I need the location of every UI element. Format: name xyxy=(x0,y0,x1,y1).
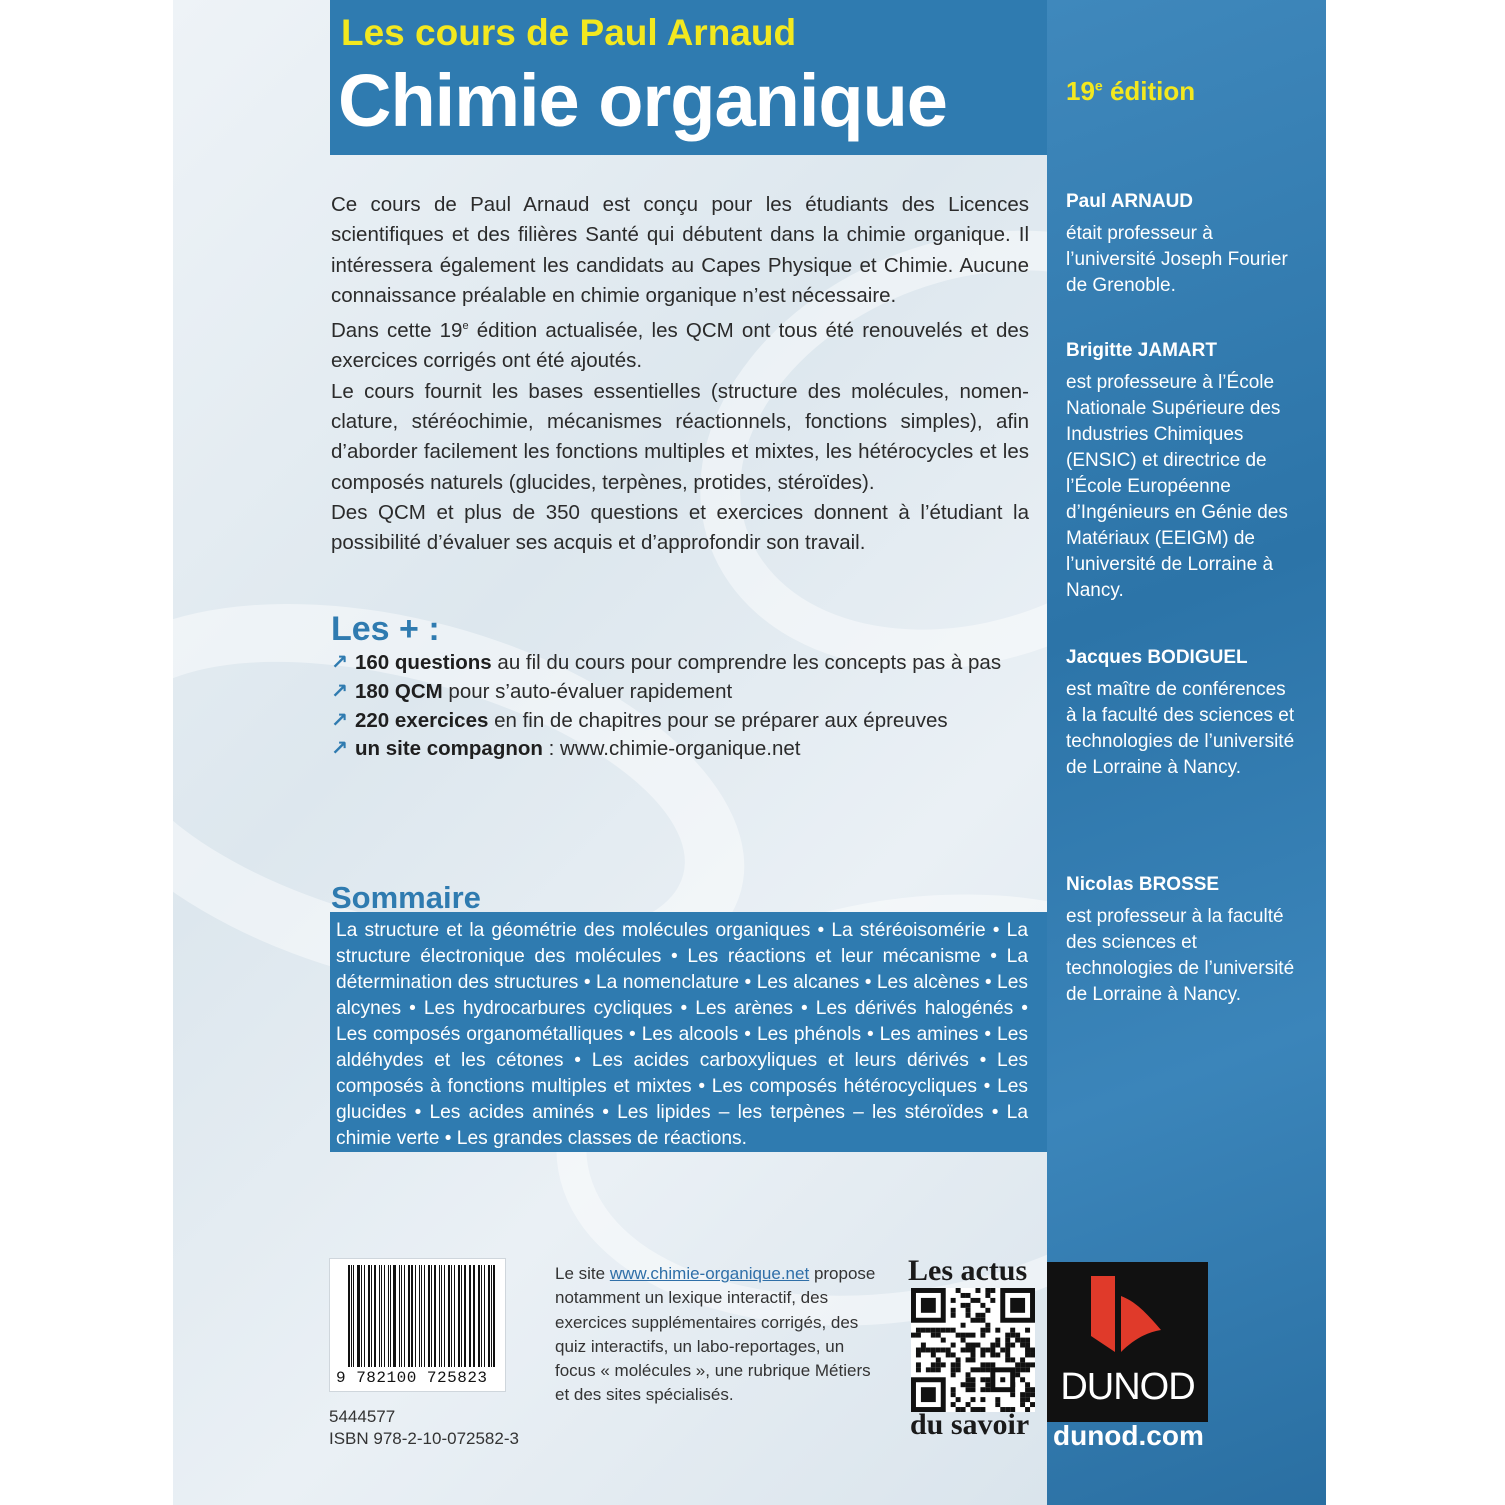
qr-module xyxy=(951,1367,956,1372)
barcode-number: 9 782100 725823 xyxy=(336,1369,488,1387)
barcode-bar xyxy=(351,1265,352,1367)
qr-module xyxy=(980,1333,985,1338)
barcode-bar xyxy=(415,1265,416,1367)
qr-module xyxy=(916,1328,921,1333)
qr-module xyxy=(921,1387,936,1402)
barcode-bar xyxy=(357,1265,359,1367)
qr-module xyxy=(951,1313,956,1318)
qr-module xyxy=(936,1357,941,1362)
qr-module xyxy=(951,1328,956,1333)
qr-module xyxy=(951,1402,956,1407)
qr-module xyxy=(980,1397,985,1402)
barcode-bar xyxy=(374,1265,376,1367)
arrow-icon: ↗ xyxy=(331,679,349,703)
qr-module xyxy=(1025,1382,1030,1387)
author-paul-arnaud xyxy=(1066,189,1296,299)
author-bio: était professeur à l’université Joseph Fourier de Grenoble. xyxy=(1066,223,1288,296)
companion-site-link[interactable]: www.chimie-organique.net xyxy=(609,1264,810,1283)
author-bio: est maître de conférences à la faculté des sciences et technologies de l’université de Lorraine à Nancy. xyxy=(1066,679,1295,778)
qr-module xyxy=(980,1313,985,1318)
qr-module xyxy=(971,1348,976,1353)
qr-module xyxy=(990,1288,995,1293)
barcode-bar xyxy=(493,1265,495,1367)
qr-module xyxy=(946,1328,951,1333)
qr-module xyxy=(980,1318,985,1323)
description-paragraph: Le cours fournit les bases essentielles (structure des molécules, nomenclature, stéréochimie, mécanismes réactionnels, fonctions simples), afin d’aborder facilement les fonctions multiples et mixtes, les hétérocycles et les composés naturels (glucides, terpènes, protides, stéroïdes). xyxy=(331,379,1029,494)
list-item: ↗ un site compagnon : www.chimie-organique.net xyxy=(331,735,1031,764)
qr-module xyxy=(1025,1392,1030,1397)
list-item: ↗ 160 questions au fil du cours pour comprendre les concepts pas à pas xyxy=(331,649,1031,678)
qr-module xyxy=(980,1303,985,1308)
qr-module xyxy=(951,1392,956,1397)
barcode-bar xyxy=(469,1265,470,1367)
qr-module xyxy=(975,1288,980,1293)
qr-module xyxy=(941,1338,946,1343)
qr-module xyxy=(946,1352,951,1357)
qr-module xyxy=(951,1362,956,1367)
edition-label: 19e édition xyxy=(1066,76,1196,106)
barcode-bar xyxy=(464,1265,466,1367)
barcode-bar xyxy=(470,1265,471,1367)
qr-module xyxy=(971,1377,976,1382)
qr-module xyxy=(1005,1338,1010,1343)
qr-module xyxy=(916,1333,921,1338)
qr-module xyxy=(1000,1348,1005,1353)
qr-module xyxy=(966,1387,971,1392)
publisher-name: DUNOD xyxy=(1060,1366,1195,1408)
qr-module xyxy=(1020,1392,1025,1397)
qr-module xyxy=(941,1328,946,1333)
qr-module xyxy=(985,1323,990,1328)
qr-module xyxy=(956,1397,961,1402)
barcode-bar xyxy=(399,1265,401,1367)
barcode-bar xyxy=(473,1265,475,1367)
qr-module xyxy=(1005,1348,1010,1353)
actus-label-bottom: du savoir xyxy=(910,1408,1030,1441)
qr-module xyxy=(966,1308,971,1313)
author-name: Paul ARNAUD xyxy=(1066,191,1194,212)
sommaire-heading: Sommaire xyxy=(331,880,481,915)
qr-module xyxy=(931,1333,936,1338)
barcode-bar xyxy=(484,1265,485,1367)
qr-module xyxy=(966,1372,971,1377)
qr-module xyxy=(951,1372,956,1377)
qr-module xyxy=(926,1367,931,1372)
qr-module xyxy=(966,1293,971,1298)
qr-module xyxy=(980,1348,985,1353)
series-title: Les cours de Paul Arnaud xyxy=(341,12,797,53)
qr-module xyxy=(975,1313,980,1318)
qr-module xyxy=(1030,1387,1035,1392)
qr-module xyxy=(971,1343,976,1348)
arrow-icon: ↗ xyxy=(331,708,349,732)
barcode-bar xyxy=(448,1265,450,1367)
description-paragraph: Dans cette 19e édition actualisée, les QCM ont tous été renouvelés et des exercices corrigés ont été ajoutés. xyxy=(331,319,1029,373)
qr-module xyxy=(926,1328,931,1333)
qr-module xyxy=(985,1362,990,1367)
author-name: Nicolas BROSSE xyxy=(1066,874,1220,895)
qr-module xyxy=(1020,1357,1025,1362)
isbn: ISBN 978-2-10-072582-3 xyxy=(329,1429,519,1448)
author-brigitte-jamart xyxy=(1066,338,1296,604)
qr-module xyxy=(921,1348,926,1353)
qr-module xyxy=(975,1343,980,1348)
qr-module xyxy=(951,1387,956,1392)
barcode-bar xyxy=(353,1265,354,1367)
qr-module xyxy=(985,1382,990,1387)
qr-module xyxy=(951,1352,956,1357)
barcode-bar xyxy=(361,1265,362,1367)
qr-module xyxy=(1020,1367,1025,1372)
qr-module xyxy=(971,1397,976,1402)
qr-module xyxy=(931,1352,936,1357)
qr-module xyxy=(961,1338,966,1343)
barcode-bar xyxy=(434,1265,436,1367)
qr-module xyxy=(1010,1392,1015,1397)
qr-module xyxy=(990,1352,995,1357)
qr-module xyxy=(966,1348,971,1353)
qr-module xyxy=(985,1377,990,1382)
qr-module xyxy=(971,1357,976,1362)
qr-module xyxy=(966,1377,971,1382)
qr-module xyxy=(1030,1392,1035,1397)
qr-module xyxy=(1025,1352,1030,1357)
barcode-bar xyxy=(390,1265,391,1367)
qr-module xyxy=(1025,1362,1030,1367)
qr-module xyxy=(1005,1343,1010,1348)
qr-module xyxy=(975,1367,980,1372)
qr-code-icon[interactable] xyxy=(911,1288,1035,1412)
barcode-bar xyxy=(404,1265,405,1367)
barcode-bar xyxy=(371,1265,372,1367)
qr-module xyxy=(990,1298,995,1303)
qr-module xyxy=(995,1328,1000,1333)
qr-module xyxy=(916,1348,921,1353)
list-item: ↗ 180 QCM pour s’auto-évaluer rapidement xyxy=(331,678,1031,707)
qr-module xyxy=(975,1298,980,1303)
qr-module xyxy=(995,1338,1000,1343)
qr-module xyxy=(985,1308,990,1313)
qr-module xyxy=(1030,1352,1035,1357)
qr-module xyxy=(971,1318,976,1323)
qr-module xyxy=(1030,1402,1035,1407)
barcode-bar xyxy=(419,1265,421,1367)
qr-module xyxy=(1030,1348,1035,1353)
qr-module xyxy=(956,1333,961,1338)
author-name: Brigitte JAMART xyxy=(1066,340,1217,361)
qr-module xyxy=(1020,1338,1025,1343)
qr-module xyxy=(951,1298,956,1303)
qr-module xyxy=(966,1343,971,1348)
qr-module xyxy=(921,1298,936,1313)
qr-module xyxy=(941,1348,946,1353)
qr-module xyxy=(1015,1367,1020,1372)
description-paragraph: Ce cours de Paul Arnaud est conçu pour les étudiants des Licences scientifiques et des filières Santé qui débutent dans la chimie organique. Il intéressera également les candidats au Capes Physique et Chimie. Aucune connaissance préalable en chimie organique n’est nécessaire. xyxy=(331,193,1029,307)
qr-module xyxy=(1000,1377,1005,1382)
barcode-bar xyxy=(478,1265,480,1367)
barcode-bars xyxy=(348,1265,498,1367)
list-item: ↗ 220 exercices en fin de chapitres pour se préparer aux épreuves xyxy=(331,707,1031,736)
qr-module xyxy=(936,1333,941,1338)
qr-module xyxy=(1015,1362,1020,1367)
qr-module xyxy=(1025,1397,1030,1402)
qr-module xyxy=(1025,1367,1030,1372)
qr-module xyxy=(1025,1338,1030,1343)
qr-module xyxy=(1025,1343,1030,1348)
barcode-bar xyxy=(368,1265,370,1367)
barcode-bar xyxy=(454,1265,455,1367)
qr-module xyxy=(936,1348,941,1353)
qr-module xyxy=(975,1318,980,1323)
barcode-bar xyxy=(439,1265,440,1367)
book-codes xyxy=(329,1406,519,1450)
book-title: Chimie organique xyxy=(338,59,947,142)
barcode-bar xyxy=(384,1265,386,1367)
qr-module xyxy=(985,1328,990,1333)
qr-module xyxy=(926,1348,931,1353)
barcode-bar xyxy=(393,1265,395,1367)
qr-module xyxy=(1025,1328,1030,1333)
barcode-bar xyxy=(348,1265,350,1367)
qr-module xyxy=(961,1323,966,1328)
qr-module xyxy=(971,1333,976,1338)
dunod-logo xyxy=(1047,1262,1208,1422)
qr-module xyxy=(961,1293,966,1298)
arrow-icon: ↗ xyxy=(331,737,349,761)
author-bio: est professeur à la faculté des sciences et technologies de l’université de Lorraine à Nancy. xyxy=(1066,906,1295,1005)
qr-module xyxy=(971,1352,976,1357)
author-jacques-bodiguel xyxy=(1066,645,1296,781)
qr-module xyxy=(936,1367,941,1372)
qr-module xyxy=(990,1362,995,1367)
qr-module xyxy=(1020,1377,1025,1382)
qr-module xyxy=(990,1343,995,1348)
qr-module xyxy=(936,1362,941,1367)
barcode-bar xyxy=(441,1265,442,1367)
companion-site-text: propose notamment un lexique interactif, des exercices supplémentaires corrigés, des quiz interactifs, un labo-reportages, un focus « molécules », une rubrique Métiers et des sites spécialisés. xyxy=(555,1264,876,1405)
qr-module xyxy=(941,1362,946,1367)
plus-heading: Les + : xyxy=(331,610,440,648)
qr-module xyxy=(1005,1333,1010,1338)
barcode-bar xyxy=(421,1265,422,1367)
qr-module xyxy=(1010,1328,1015,1333)
barcode-bar xyxy=(481,1265,482,1367)
book-description xyxy=(331,190,1029,558)
qr-module xyxy=(985,1367,990,1372)
qr-module xyxy=(951,1308,956,1313)
qr-module xyxy=(980,1377,985,1382)
product-code: 5444577 xyxy=(329,1407,396,1426)
qr-module xyxy=(946,1348,951,1353)
qr-module xyxy=(971,1298,976,1303)
qr-module xyxy=(985,1293,990,1298)
author-name: Jacques BODIGUEL xyxy=(1066,647,1248,668)
companion-site-blurb: Le site www.chimie-organique.net propose notamment un lexique interactif, des exercices supplémentaires corrigés, des quiz interactifs, un labo-reportages, un focus « molécules », une rubrique Métiers et des sites spécialisés. xyxy=(555,1264,876,1405)
barcode-bar xyxy=(401,1265,402,1367)
barcode xyxy=(329,1258,506,1392)
qr-module xyxy=(966,1357,971,1362)
qr-module xyxy=(921,1343,926,1348)
qr-module xyxy=(995,1343,1000,1348)
qr-module xyxy=(971,1382,976,1387)
barcode-bar xyxy=(444,1265,446,1367)
qr-module xyxy=(966,1402,971,1407)
barcode-bar xyxy=(388,1265,389,1367)
barcode-bar xyxy=(364,1265,366,1367)
qr-module xyxy=(956,1367,961,1372)
qr-module xyxy=(1020,1397,1025,1402)
qr-module xyxy=(956,1288,961,1293)
barcode-bar xyxy=(424,1265,425,1367)
qr-module xyxy=(931,1367,936,1372)
qr-module xyxy=(1015,1338,1020,1343)
barcode-bar xyxy=(431,1265,432,1367)
qr-module xyxy=(1030,1362,1035,1367)
barcode-bar xyxy=(458,1265,460,1367)
publisher-url[interactable]: dunod.com xyxy=(1053,1420,1204,1451)
qr-module xyxy=(956,1362,961,1367)
description-paragraph: Des QCM et plus de 350 questions et exercices donnent à l’étudiant la possibilité d’évaluer ses acquis et d’approfondir son travail. xyxy=(331,500,1029,555)
qr-module xyxy=(985,1288,990,1293)
qr-module xyxy=(980,1328,985,1333)
qr-module xyxy=(1020,1402,1025,1407)
qr-module xyxy=(995,1352,1000,1357)
qr-module xyxy=(921,1328,926,1333)
qr-module xyxy=(995,1397,1000,1402)
barcode-bar xyxy=(461,1265,462,1367)
barcode-bar xyxy=(491,1265,492,1367)
qr-module xyxy=(1010,1357,1015,1362)
qr-module xyxy=(951,1343,956,1348)
qr-module xyxy=(911,1333,916,1338)
author-bio: est professeure à l’École Nationale Supérieure des Industries Chimiques (ENSIC) et directrice de l’École Européenne d’Ingénieurs en Génie des Matériaux (EEIGM) de l’université de Lorraine à Nancy. xyxy=(1066,372,1288,601)
qr-module xyxy=(966,1303,971,1308)
plus-list xyxy=(331,649,1031,764)
qr-module xyxy=(990,1348,995,1353)
qr-module xyxy=(956,1357,961,1362)
qr-module xyxy=(1010,1298,1025,1313)
qr-module xyxy=(980,1362,985,1367)
qr-module xyxy=(1015,1333,1020,1338)
qr-module xyxy=(936,1328,941,1333)
barcode-bar xyxy=(381,1265,382,1367)
qr-module xyxy=(985,1348,990,1353)
qr-module xyxy=(1020,1362,1025,1367)
qr-module xyxy=(916,1362,921,1367)
qr-module xyxy=(1010,1333,1015,1338)
qr-module xyxy=(1025,1348,1030,1353)
qr-module xyxy=(980,1352,985,1357)
qr-module xyxy=(966,1313,971,1318)
qr-module xyxy=(931,1362,936,1367)
qr-module xyxy=(1005,1357,1010,1362)
qr-module xyxy=(1015,1372,1020,1377)
qr-module xyxy=(931,1328,936,1333)
qr-module xyxy=(980,1387,985,1392)
qr-module xyxy=(966,1382,971,1387)
qr-module xyxy=(961,1303,966,1308)
qr-module xyxy=(1010,1343,1015,1348)
qr-module xyxy=(985,1387,990,1392)
qr-module xyxy=(916,1367,921,1372)
barcode-bar xyxy=(379,1265,380,1367)
barcode-bar xyxy=(488,1265,490,1367)
dunod-logo-icon xyxy=(1087,1272,1167,1364)
qr-module xyxy=(966,1333,971,1338)
qr-module xyxy=(1025,1387,1030,1392)
sommaire-text: La structure et la géométrie des molécules organiques • La stéréoisomérie • La structure électronique des molécules • Les réactions et leur mécanisme • La détermination des structures • La nomenclature • Les alcanes • Les alcènes • Les alcynes • Les hydrocarbures cycliques • Les arènes • Les dérivés halogénés • Les composés organométalliques • Les alcools • Les phénols • Les amines • Les aldéhydes et les cétones • Les acides carboxyliques et leurs dérivés • Les composés à fonctions multiples et mixtes • Les composés hétérocycliques • Les glucides • Les acides aminés • Les lipides – les terpènes – les stéroïdes • La chimie verte • Les grandes classes de réactions. xyxy=(336,920,1028,1149)
barcode-bar xyxy=(408,1265,410,1367)
qr-module xyxy=(1005,1352,1010,1357)
qr-module xyxy=(961,1333,966,1338)
actus-label-top: Les actus xyxy=(908,1254,1028,1287)
qr-module xyxy=(931,1348,936,1353)
author-nicolas-brosse xyxy=(1066,872,1296,1008)
arrow-icon: ↗ xyxy=(331,651,349,674)
qr-module xyxy=(980,1367,985,1372)
barcode-bar xyxy=(411,1265,413,1367)
qr-module xyxy=(961,1348,966,1353)
qr-module xyxy=(961,1382,966,1387)
qr-module xyxy=(971,1367,976,1372)
barcode-bar xyxy=(451,1265,452,1367)
barcode-bar xyxy=(428,1265,430,1367)
qr-module xyxy=(1020,1343,1025,1348)
qr-module xyxy=(995,1402,1000,1407)
qr-module xyxy=(971,1387,976,1392)
qr-module xyxy=(916,1352,921,1357)
